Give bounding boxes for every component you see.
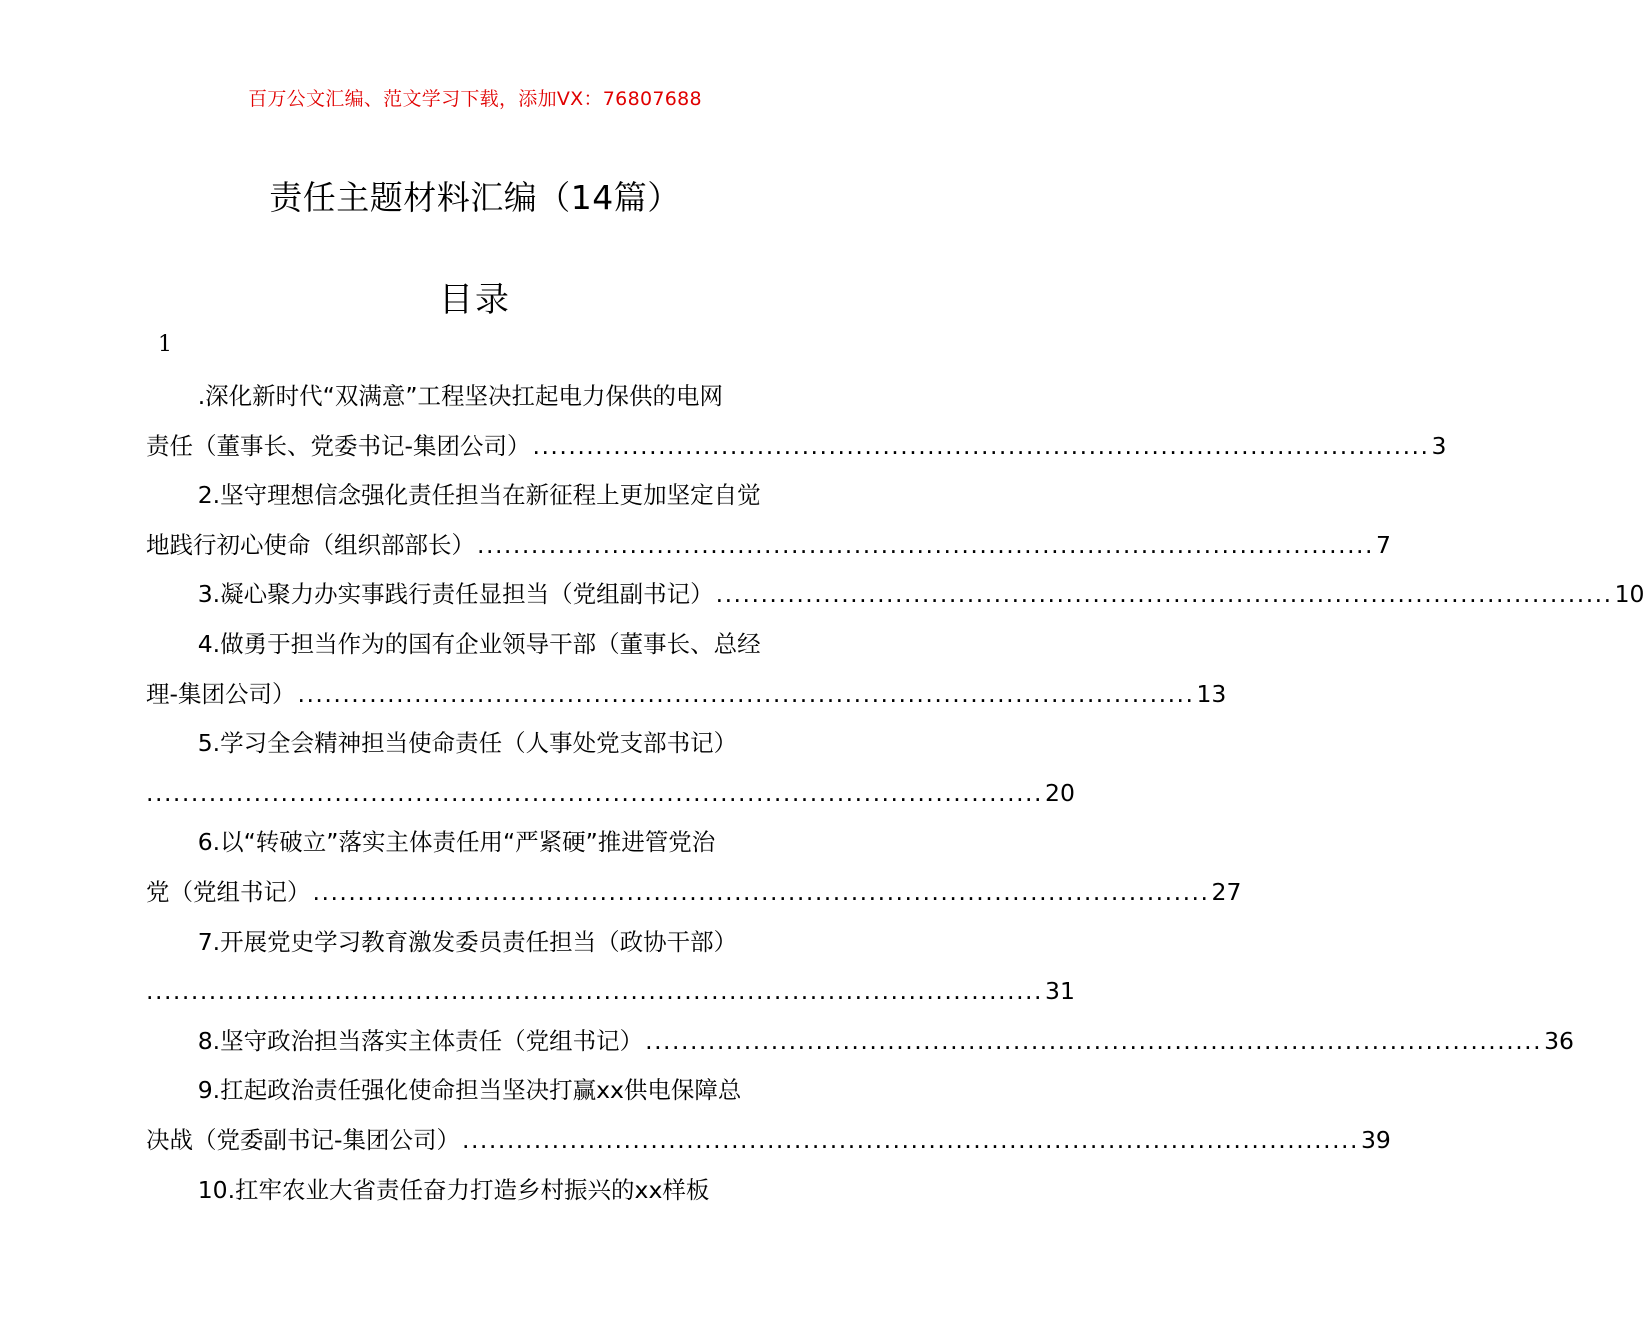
toc-page-number: 3 (1431, 431, 1447, 460)
toc-entry-10-line1[interactable] (146, 1166, 808, 1216)
toc-entry-title: 6.以“转破立”落实主体责任用“严紧硬”推进管党治 (197, 828, 716, 857)
toc-entry-1-line2[interactable] (146, 422, 1447, 472)
document-title: 责任主题材料汇编（14篇） (269, 178, 681, 217)
toc-entry-title: .深化新时代“双满意”工程坚决扛起电力保供的电网 (197, 382, 724, 410)
toc-entry-title-cont: 党（党组书记） (146, 877, 311, 906)
toc-page-number: 10 (1614, 580, 1645, 609)
toc-entry-title: 7.开展党史学习教育激发委员责任担当（政协干部） (197, 927, 738, 956)
toc-entry-title: 2.坚守理想信念强化责任担当在新征程上更加坚定自觉 (197, 481, 761, 510)
dot-leader: .................................................................................................... (297, 679, 1195, 708)
toc-page-number: 39 (1360, 1125, 1391, 1154)
toc-entry-5-line2[interactable] (146, 769, 1075, 819)
promo-banner: 百万公文汇编、范文学习下载，添加VX：76807688 (248, 88, 702, 110)
toc-heading: 目录 (439, 280, 511, 320)
dot-leader: .................................................................................................... (146, 778, 1043, 807)
toc-entry-1-line1[interactable] (146, 372, 808, 422)
page-marker: 1 (158, 332, 172, 357)
toc-entry-3[interactable] (146, 570, 1645, 620)
toc-page-number: 13 (1196, 679, 1227, 708)
toc-page-number: 36 (1544, 1026, 1575, 1055)
toc-page-number: 20 (1045, 778, 1075, 807)
toc-entry-9-line2[interactable] (146, 1116, 1391, 1166)
toc-entry-8[interactable] (146, 1017, 1575, 1067)
toc-page-number: 27 (1211, 877, 1242, 906)
toc-entry-4-line2[interactable] (146, 670, 1227, 720)
toc-entry-title: 3.凝心聚力办实事践行责任显担当（党组副书记） (197, 580, 714, 609)
toc-entry-4-line1[interactable] (146, 620, 808, 670)
toc-entry-title: 5.学习全会精神担当使命责任（人事处党支部书记） (197, 729, 738, 758)
toc-entry-9-line1[interactable] (146, 1066, 808, 1116)
toc-entry-title: 4.做勇于担当作为的国有企业领导干部（董事长、总经 (197, 629, 761, 658)
toc-entry-title-cont: 责任（董事长、党委书记-集团公司） (146, 431, 531, 460)
toc-entry-6-line1[interactable] (146, 818, 808, 868)
toc-entry-title-cont: 决战（党委副书记-集团公司） (146, 1125, 460, 1154)
dot-leader: .................................................................................................... (715, 580, 1613, 609)
dot-leader: .................................................................................................... (532, 431, 1430, 460)
toc-entry-7-line2[interactable] (146, 967, 1075, 1017)
toc-entry-title: 10.扛牢农业大省责任奋力打造乡村振兴的xx样板 (197, 1175, 710, 1204)
dot-leader: .................................................................................................... (312, 877, 1210, 906)
toc-entry-title: 8.坚守政治担当落实主体责任（党组书记） (197, 1026, 644, 1055)
toc-page-number: 31 (1045, 977, 1075, 1006)
toc-entry-2-line1[interactable] (146, 471, 808, 521)
dot-leader: .................................................................................................... (645, 1026, 1543, 1055)
table-of-contents (146, 372, 1645, 1215)
toc-page-number: 7 (1376, 530, 1391, 559)
dot-leader: .................................................................................................... (477, 530, 1374, 559)
toc-entry-title-cont: 理-集团公司） (146, 679, 296, 708)
toc-entry-title: 9.扛起政治责任强化使命担当坚决打赢xx供电保障总 (197, 1076, 742, 1105)
dot-leader: .................................................................................................... (461, 1125, 1359, 1154)
toc-entry-2-line2[interactable] (146, 521, 1391, 571)
toc-entry-title-cont: 地践行初心使命（组织部部长） (146, 530, 475, 559)
dot-leader: .................................................................................................... (146, 977, 1043, 1006)
toc-entry-6-line2[interactable] (146, 868, 1242, 918)
toc-entry-7-line1[interactable] (146, 918, 808, 968)
toc-entry-5-line1[interactable] (146, 719, 808, 769)
